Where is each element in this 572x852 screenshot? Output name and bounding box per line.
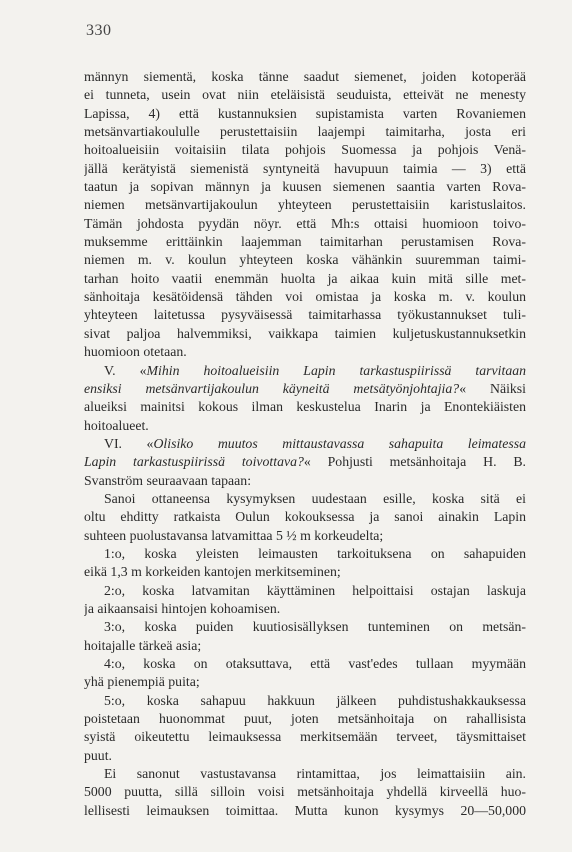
text-segment: Ei sanonut vastustavansa rintamittaa, jos leimattaisiin ain.: [104, 766, 526, 782]
text-segment: lellisesti leimauksen toimittaa. Mutta kunon kysymys 20—50,000: [84, 802, 526, 818]
text-line: [84, 673, 526, 691]
text-line: [84, 215, 526, 233]
text-segment: niemen m. v. koulun yhteyteen koska vähänkin suuremman taimi-: [84, 252, 526, 268]
text-segment: suhteen puolustavansa latvamittaa 5 ½ m korkeudelta;: [84, 527, 384, 543]
text-segment: syistä oikeutettu leimauksessa merkitsemään terveet, täysmittaiset: [84, 729, 526, 745]
italic-text: ensiksi metsänvartijakoulun käyneitä metsätyönjohtajia?: [84, 380, 460, 396]
text-segment: 5000 puutta, sillä silloin voisi metsänhoitaja yhdellä kirveellä huo-: [84, 784, 526, 800]
text-line: [84, 508, 526, 526]
text-line: [84, 618, 526, 636]
text-segment: V. «: [104, 362, 147, 378]
body-text: [84, 68, 526, 820]
text-line: [84, 270, 526, 288]
text-segment: 3:o, koska puiden kuutiosisällyksen tunteminen on metsän-: [104, 619, 526, 635]
text-segment: 5:o, koska sahapuu hakkuun jälkeen puhdistushakkauksessa: [104, 692, 526, 708]
text-line: [84, 563, 526, 581]
text-segment: 1:o, koska yleisten leimausten tarkoituksena on sahapuiden: [104, 545, 526, 561]
text-line: [84, 380, 526, 398]
text-line: [84, 325, 526, 343]
text-segment: sänhoitaja kesätöidensä tähden voi omistaa ja koska m. v. koulun: [84, 289, 526, 305]
text-line: [84, 233, 526, 251]
text-segment: hoitoalueisiin voitaisiin tilata pohjois Suomessa ja pohjois Venä-: [84, 142, 526, 158]
text-segment: VI. «: [104, 435, 154, 451]
text-line: [84, 472, 526, 490]
text-line: [84, 747, 526, 765]
text-line: [84, 398, 526, 416]
text-line: [84, 802, 526, 820]
text-line: [84, 343, 526, 361]
text-line: [84, 306, 526, 324]
text-line: [84, 196, 526, 214]
text-line: [84, 141, 526, 159]
italic-text: Olisiko muutos mittaustavassa sahapuita leimatessa: [153, 435, 526, 451]
text-line: [84, 545, 526, 563]
text-segment: männyn siementä, koska tänne saadut siemenet, joiden kotoperää: [84, 69, 526, 84]
text-segment: Lapissa, 4) että kustannuksien supistamista varten Rovaniemen: [84, 105, 526, 121]
text-segment: yhä pienempiä puita;: [84, 674, 200, 690]
italic-text: Mihin hoitoalueisiin Lapin tarkastuspiirissä tarvitaan: [146, 362, 526, 378]
text-line: [84, 105, 526, 123]
text-line: [84, 178, 526, 196]
text-segment: « Pohjusti metsänhoitaja H. B.: [303, 454, 526, 470]
text-line: [84, 582, 526, 600]
text-segment: hoitoalueet.: [84, 417, 149, 433]
text-line: [84, 692, 526, 710]
text-segment: yhteyteen laitetussa pysyväisessä taimitarhassa työkustannukset tuli-: [84, 307, 526, 323]
text-segment: tarhan hoito vaatii enemmän huolta ja aikaa kuin mitä sille met-: [84, 270, 526, 286]
text-segment: oltu ehditty ratkaista Oulun kokouksessa ja sanoi ainakin Lapin: [84, 509, 526, 525]
text-segment: muksemme erittäinkin laajemman taimitarhan perustamisen Rova-: [84, 234, 526, 250]
text-line: [84, 710, 526, 728]
text-line: [84, 86, 526, 104]
text-line: [84, 490, 526, 508]
text-segment: Sanoi ottaneensa kysymyksen uudestaan esille, koska sitä ei: [104, 490, 526, 506]
text-line: [84, 288, 526, 306]
text-segment: ei tunneta, usein ovat niin eteläisistä seuduista, etteivät ne menesty: [84, 87, 526, 103]
text-segment: alueiksi mainitsi kokous ilman keskustelua Inarin ja Enontekiäisten: [84, 399, 526, 415]
text-segment: 4:o, koska on otaksuttava, että vast'edes tullaan myymään: [104, 656, 526, 671]
text-line: [84, 453, 526, 471]
text-segment: niemen metsänvartijakoulun yhteyteen perustettaisiin karistuslaitos.: [84, 197, 526, 213]
text-line: [84, 251, 526, 269]
text-line: [84, 160, 526, 178]
text-segment: « Näiksi: [459, 380, 526, 396]
page-number: 330: [86, 22, 112, 39]
text-segment: 2:o, koska latvamitan käyttäminen helpoittaisi ostajan laskuja: [104, 582, 526, 598]
text-segment: sivat paljoa halvemmiksi, vaikkapa taimien kuljetuskustannuksetkin: [84, 325, 526, 341]
text-line: [84, 637, 526, 655]
text-segment: metsänvartiakoululle perustettaisiin laajempi taimitarha, josta eri: [84, 124, 526, 140]
text-segment: huomioon otetaan.: [84, 344, 187, 360]
text-line: [84, 728, 526, 746]
text-segment: eikä 1,3 m korkeiden kantojen merkitseminen;: [84, 564, 341, 580]
text-line: [84, 765, 526, 783]
text-line: [84, 527, 526, 545]
text-line: [84, 362, 526, 380]
text-segment: poistetaan huonommat puut, joten metsänhoitaja on rahallisista: [84, 711, 526, 727]
text-line: [84, 417, 526, 435]
text-line: [84, 435, 526, 453]
text-segment: hoitajalle tärkeä asia;: [84, 637, 202, 653]
text-line: [84, 600, 526, 618]
text-segment: jällä kerätyistä siemenistä syntyneitä havupuun taimia — 3) että: [84, 160, 526, 176]
text-line: [84, 68, 526, 86]
text-segment: Tämän johdosta pyydän nöyr. että Mh:s ottaisi huomioon toivo-: [84, 215, 526, 231]
italic-text: Lapin tarkastuspiirissä toivottava?: [84, 454, 304, 470]
text-line: [84, 123, 526, 141]
text-segment: taatun ja sopivan männyn ja kuusen siemenen saantia varten Rova-: [84, 179, 526, 195]
text-line: [84, 783, 526, 801]
text-segment: Svanström seuraavaan tapaan:: [84, 472, 252, 488]
text-segment: ja aikaansaisi hintojen kohoamisen.: [84, 600, 281, 616]
text-line: [84, 655, 526, 673]
text-segment: puut.: [84, 747, 112, 763]
